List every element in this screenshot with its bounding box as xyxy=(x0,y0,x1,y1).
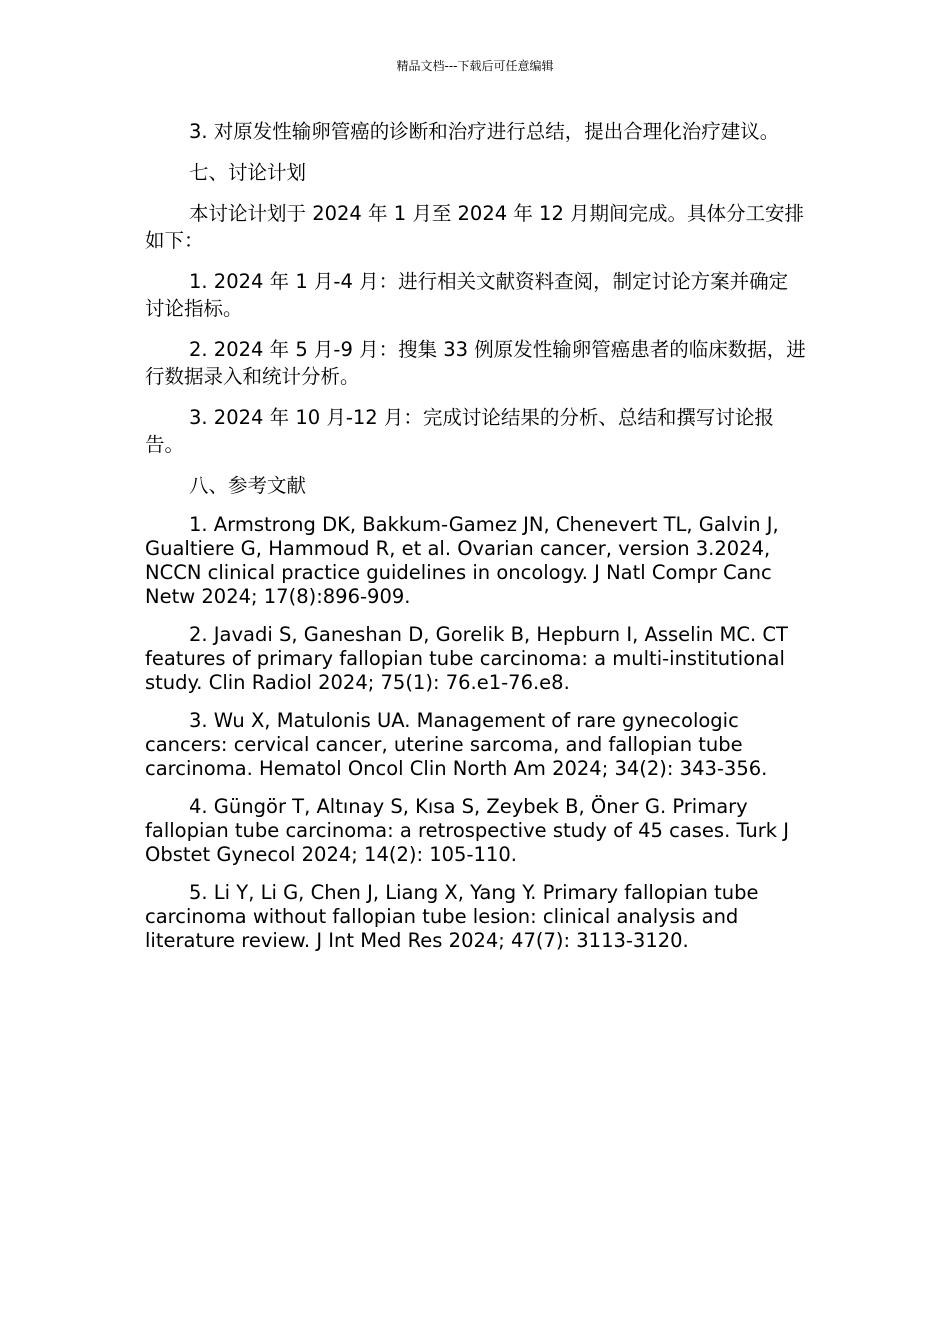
reference-item-3: 3. Wu X, Matulonis UA. Management of rare gynecologic cancers: cervical cancer, uterine sarcoma, and fallopian tube carcinoma. Hematol Oncol Clin North Am 2024; 34(2): 343-356. xyxy=(145,709,768,780)
section-heading-references: 八、参考文献 xyxy=(189,474,307,497)
plan-item-2: 2. 2024 年 5 月-9 月：搜集 33 例原发性输卵管癌患者的临床数据，进行数据录入和统计分析。 xyxy=(145,338,806,388)
plan-intro: 本讨论计划于 2024 年 1 月至 2024 年 12 月期间完成。具体分工安排如下： xyxy=(145,202,805,252)
reference-item-2: 2. Javadi S, Ganeshan D, Gorelik B, Hepburn I, Asselin MC. CT features of primary fallopian tube carcinoma: a multi-institutional study. Clin Radiol 2024; 75(1): 76.e1-76.e8. xyxy=(145,623,788,694)
document-body xyxy=(145,118,807,953)
reference-item-5: 5. Li Y, Li G, Chen J, Liang X, Yang Y. Primary fallopian tube carcinoma without fallopian tube lesion: clinical analysis and literature review. J Int Med Res 2024; 47(7): 3113-3120. xyxy=(145,881,759,952)
plan-item-3: 3. 2024 年 10 月-12 月：完成讨论结果的分析、总结和撰写讨论报告。 xyxy=(145,406,774,456)
section-heading-discussion-plan: 七、讨论计划 xyxy=(189,161,307,184)
reference-item-1: 1. Armstrong DK, Bakkum-Gamez JN, Chenevert TL, Galvin J, Gualtiere G, Hammoud R, et al. Ovarian cancer, version 3.2024, NCCN clinical practice guidelines in oncology. J Natl Compr Canc Netw 2024; 17(8):896-909. xyxy=(145,513,779,608)
page-header: 精品文档---下载后可任意编辑 xyxy=(396,59,554,73)
plan-item-1: 1. 2024 年 1 月-4 月：进行相关文献资料查阅，制定讨论方案并确定讨论指标。 xyxy=(145,270,789,320)
summary-item-3: 3. 对原发性输卵管癌的诊断和治疗进行总结，提出合理化治疗建议。 xyxy=(189,120,780,143)
reference-item-4: 4. Güngör T, Altınay S, Kısa S, Zeybek B, Öner G. Primary fallopian tube carcinoma: a retrospective study of 45 cases. Turk J Obstet Gynecol 2024; 14(2): 105-110. xyxy=(145,795,790,866)
